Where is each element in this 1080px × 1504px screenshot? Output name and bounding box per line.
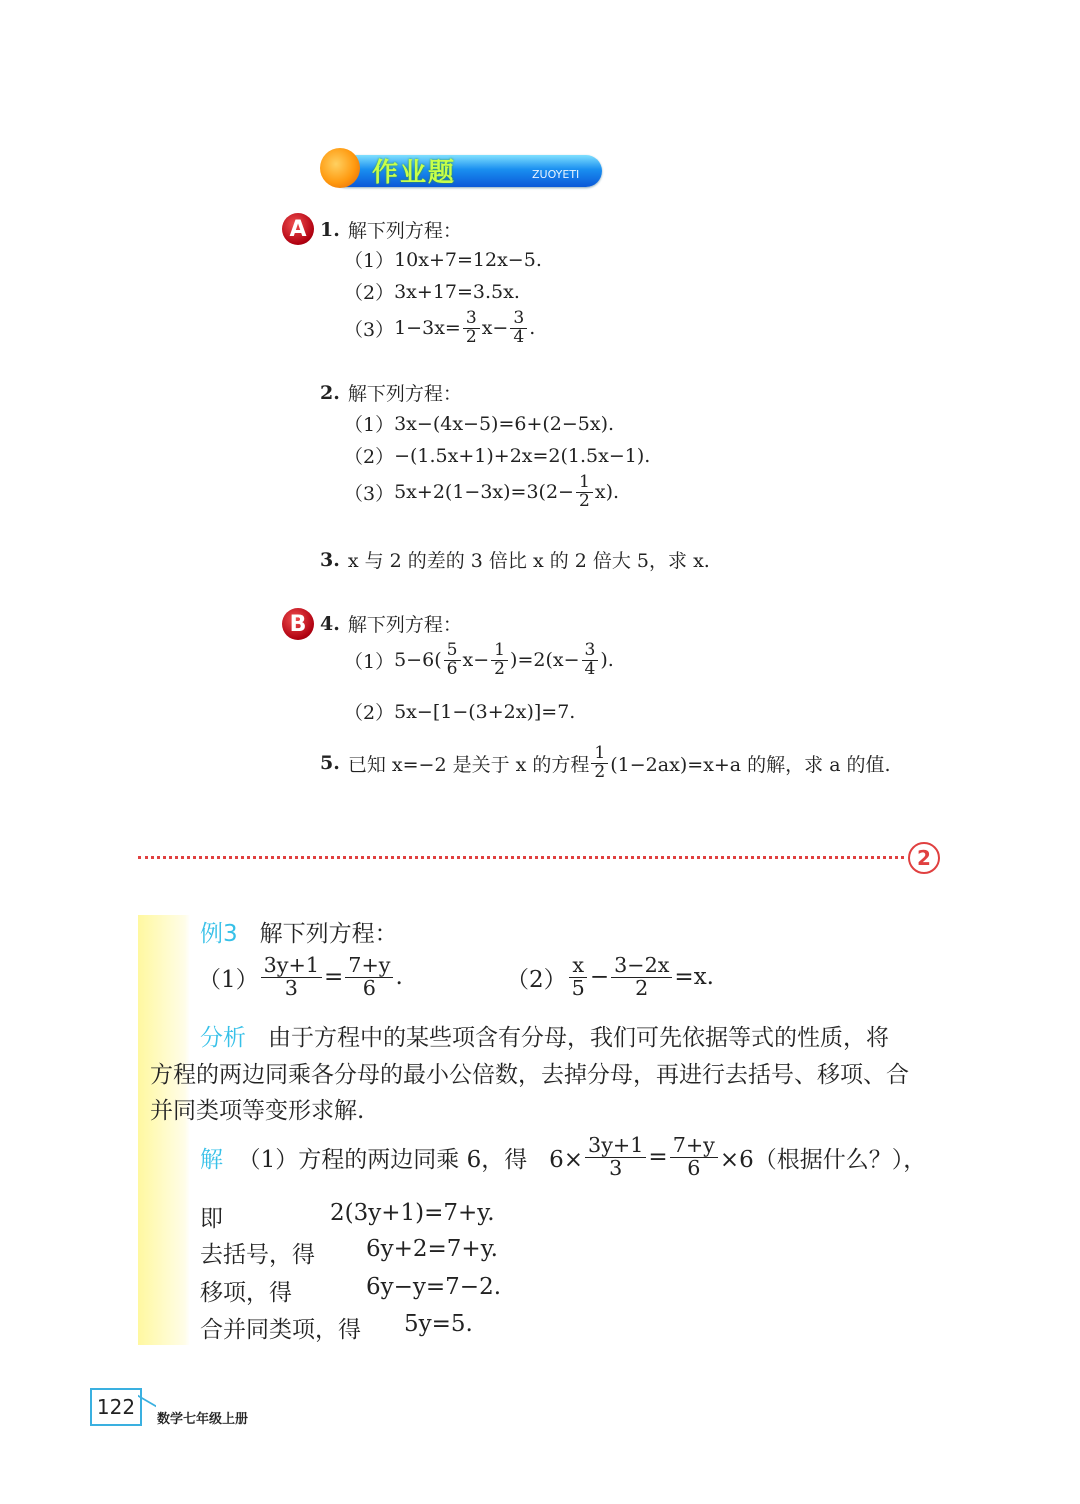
exercise-4-part-1 xyxy=(344,642,614,679)
math-text: ×6（根据什么？）， xyxy=(719,1146,927,1173)
exercise-1-title xyxy=(320,216,462,243)
denominator: 2 xyxy=(494,658,506,679)
denominator: 2 xyxy=(594,761,606,782)
math-text: 3x+17=3.5x. xyxy=(394,280,520,303)
math-text: （1） xyxy=(344,414,395,436)
math-text: =x. xyxy=(674,964,714,991)
math-text: （2） xyxy=(344,282,395,304)
fraction xyxy=(345,955,393,999)
exercise-number: 1. xyxy=(320,218,340,241)
math-text: 5x+2(1−3x)=3(2− xyxy=(394,481,574,504)
math-text: . xyxy=(529,317,536,340)
example-highlight-strip xyxy=(138,915,190,1345)
step-label: 即 xyxy=(200,1206,223,1232)
math-text: . xyxy=(395,964,403,991)
step-equation: 2(3y+1)=7+y. xyxy=(330,1200,495,1226)
denominator: 6 xyxy=(362,975,376,1000)
level-a-badge-icon: A xyxy=(282,213,314,245)
fraction xyxy=(261,955,322,999)
math-text: （3） xyxy=(344,318,395,341)
exercise-2-part-3 xyxy=(344,474,619,511)
step-equation: 6y+2=7+y. xyxy=(366,1236,498,1262)
numerator: 3y+1 xyxy=(261,955,322,978)
math-text: （2） xyxy=(344,446,395,468)
exercise-1-part-1 xyxy=(344,246,542,273)
step-label: 移项，得 xyxy=(200,1280,292,1306)
example-label: 例3 xyxy=(200,921,238,947)
denominator: 4 xyxy=(513,326,525,347)
numerator: 7+y xyxy=(670,1135,718,1158)
math-text: 5x−[1−(3+2x)]=7. xyxy=(394,700,576,723)
exercise-2-part-2 xyxy=(344,442,650,469)
solution-equation xyxy=(238,1135,927,1179)
example-prompt: 解下列方程： xyxy=(259,921,398,947)
fraction xyxy=(463,310,480,347)
math-text: − xyxy=(589,964,610,991)
exercise-prompt: x 与 2 的差的 3 倍比 x 的 2 倍大 5，求 x. xyxy=(347,550,710,572)
exercise-4-part-2 xyxy=(344,698,575,725)
step-label: 去括号，得 xyxy=(200,1242,315,1268)
math-text: （1）方程的两边同乘 6，得 6× xyxy=(237,1146,584,1173)
level-b-badge-icon: B xyxy=(282,608,314,640)
numerator: 3 xyxy=(510,310,527,329)
exercise-number: 3. xyxy=(320,548,340,571)
fraction xyxy=(510,310,527,347)
exercise-number: 2. xyxy=(320,381,340,404)
numerator: 7+y xyxy=(345,955,393,978)
math-text: 已知 x=−2 是关于 x 的方程 xyxy=(347,753,590,776)
exercise-prompt: 解下列方程： xyxy=(347,220,462,242)
exercise-2-title xyxy=(320,379,462,406)
exercise-number: 4. xyxy=(320,612,340,635)
analysis-line-1 xyxy=(200,1019,889,1052)
math-text: (1−2ax)=x+a 的解，求 a 的值. xyxy=(610,753,891,776)
numerator: 3 xyxy=(463,310,480,329)
math-text: 5−6( xyxy=(394,649,442,672)
math-text: 1−3x= xyxy=(394,317,461,340)
banner-subtitle: ZUOYETI xyxy=(532,168,580,181)
fraction xyxy=(582,642,599,679)
step-label: 合并同类项，得 xyxy=(200,1317,361,1343)
book-title: 数学七年级上册 xyxy=(157,1412,249,1427)
denominator: 2 xyxy=(635,975,649,1000)
math-text: = xyxy=(324,964,344,991)
analysis-line-3: 并同类项等变形求解. xyxy=(150,1098,365,1124)
math-text: （3） xyxy=(344,482,395,505)
numerator: x xyxy=(569,955,587,978)
fraction xyxy=(670,1135,718,1179)
math-text: ). xyxy=(600,649,614,672)
dotted-divider xyxy=(138,856,904,859)
math-text: 3x−(4x−5)=6+(2−5x). xyxy=(394,412,615,435)
denominator: 3 xyxy=(284,975,298,1000)
denominator: 4 xyxy=(584,658,596,679)
math-text: x− xyxy=(462,649,490,672)
math-text: x). xyxy=(594,481,620,504)
exercise-prompt: 解下列方程： xyxy=(347,614,462,636)
exercise-2-part-1 xyxy=(344,410,614,437)
math-text: −(1.5x+1)+2x=2(1.5x−1). xyxy=(394,444,651,467)
orange-orb-icon xyxy=(320,148,360,188)
fraction xyxy=(576,474,593,511)
fraction xyxy=(585,1135,646,1179)
numerator: 5 xyxy=(444,642,461,661)
exercise-5 xyxy=(320,745,891,782)
exercise-3 xyxy=(320,546,710,573)
denominator: 5 xyxy=(571,975,585,1000)
analysis-text: 由于方程中的某些项含有分母，我们可先依据等式的性质，将 xyxy=(267,1025,889,1051)
math-text: )=2(x− xyxy=(510,649,580,672)
math-text: 10x+7=12x−5. xyxy=(394,248,542,271)
fraction xyxy=(591,745,608,782)
fraction xyxy=(569,955,588,999)
step-equation: 6y−y=7−2. xyxy=(366,1274,502,1300)
math-text: = xyxy=(648,1144,668,1171)
denominator: 6 xyxy=(446,658,458,679)
analysis-line-2: 方程的两边同乘各分母的最小公倍数，去掉分母，再进行去括号、移项、合 xyxy=(150,1062,909,1088)
denominator: 2 xyxy=(465,326,477,347)
denominator: 6 xyxy=(687,1155,701,1180)
math-text: （1） xyxy=(344,250,395,272)
math-text: （1） xyxy=(198,966,259,993)
exercise-number: 5. xyxy=(320,752,340,775)
numerator: 1 xyxy=(591,745,608,764)
exercise-prompt xyxy=(348,745,891,782)
denominator: 3 xyxy=(609,1155,623,1180)
example-eq-1 xyxy=(198,955,403,999)
section-marker: 2 xyxy=(908,842,940,874)
fraction xyxy=(444,642,461,679)
math-text: x− xyxy=(481,317,509,340)
exercise-prompt: 解下列方程： xyxy=(347,383,462,405)
page-number: 122 xyxy=(90,1388,142,1426)
numerator: 3−2x xyxy=(611,955,672,978)
solution-first-line xyxy=(200,1135,926,1179)
math-text: （1） xyxy=(344,650,395,673)
numerator: 1 xyxy=(491,642,508,661)
exercise-1-part-3 xyxy=(344,310,535,347)
math-text: （2） xyxy=(506,966,567,993)
step-equation: 5y=5. xyxy=(404,1311,473,1337)
banner-title: 作业题 xyxy=(372,158,457,188)
solution-label: 解 xyxy=(200,1146,223,1173)
numerator: 1 xyxy=(576,474,593,493)
example-title xyxy=(200,915,398,948)
fraction xyxy=(491,642,508,679)
exercise-4-title xyxy=(320,610,462,637)
analysis-label: 分析 xyxy=(200,1025,246,1051)
numerator: 3y+1 xyxy=(585,1135,646,1158)
example-eq-2 xyxy=(506,955,714,999)
denominator: 2 xyxy=(578,490,590,511)
math-text: （2） xyxy=(344,702,395,724)
numerator: 3 xyxy=(582,642,599,661)
exercise-1-part-2 xyxy=(344,278,520,305)
fraction xyxy=(611,955,672,999)
